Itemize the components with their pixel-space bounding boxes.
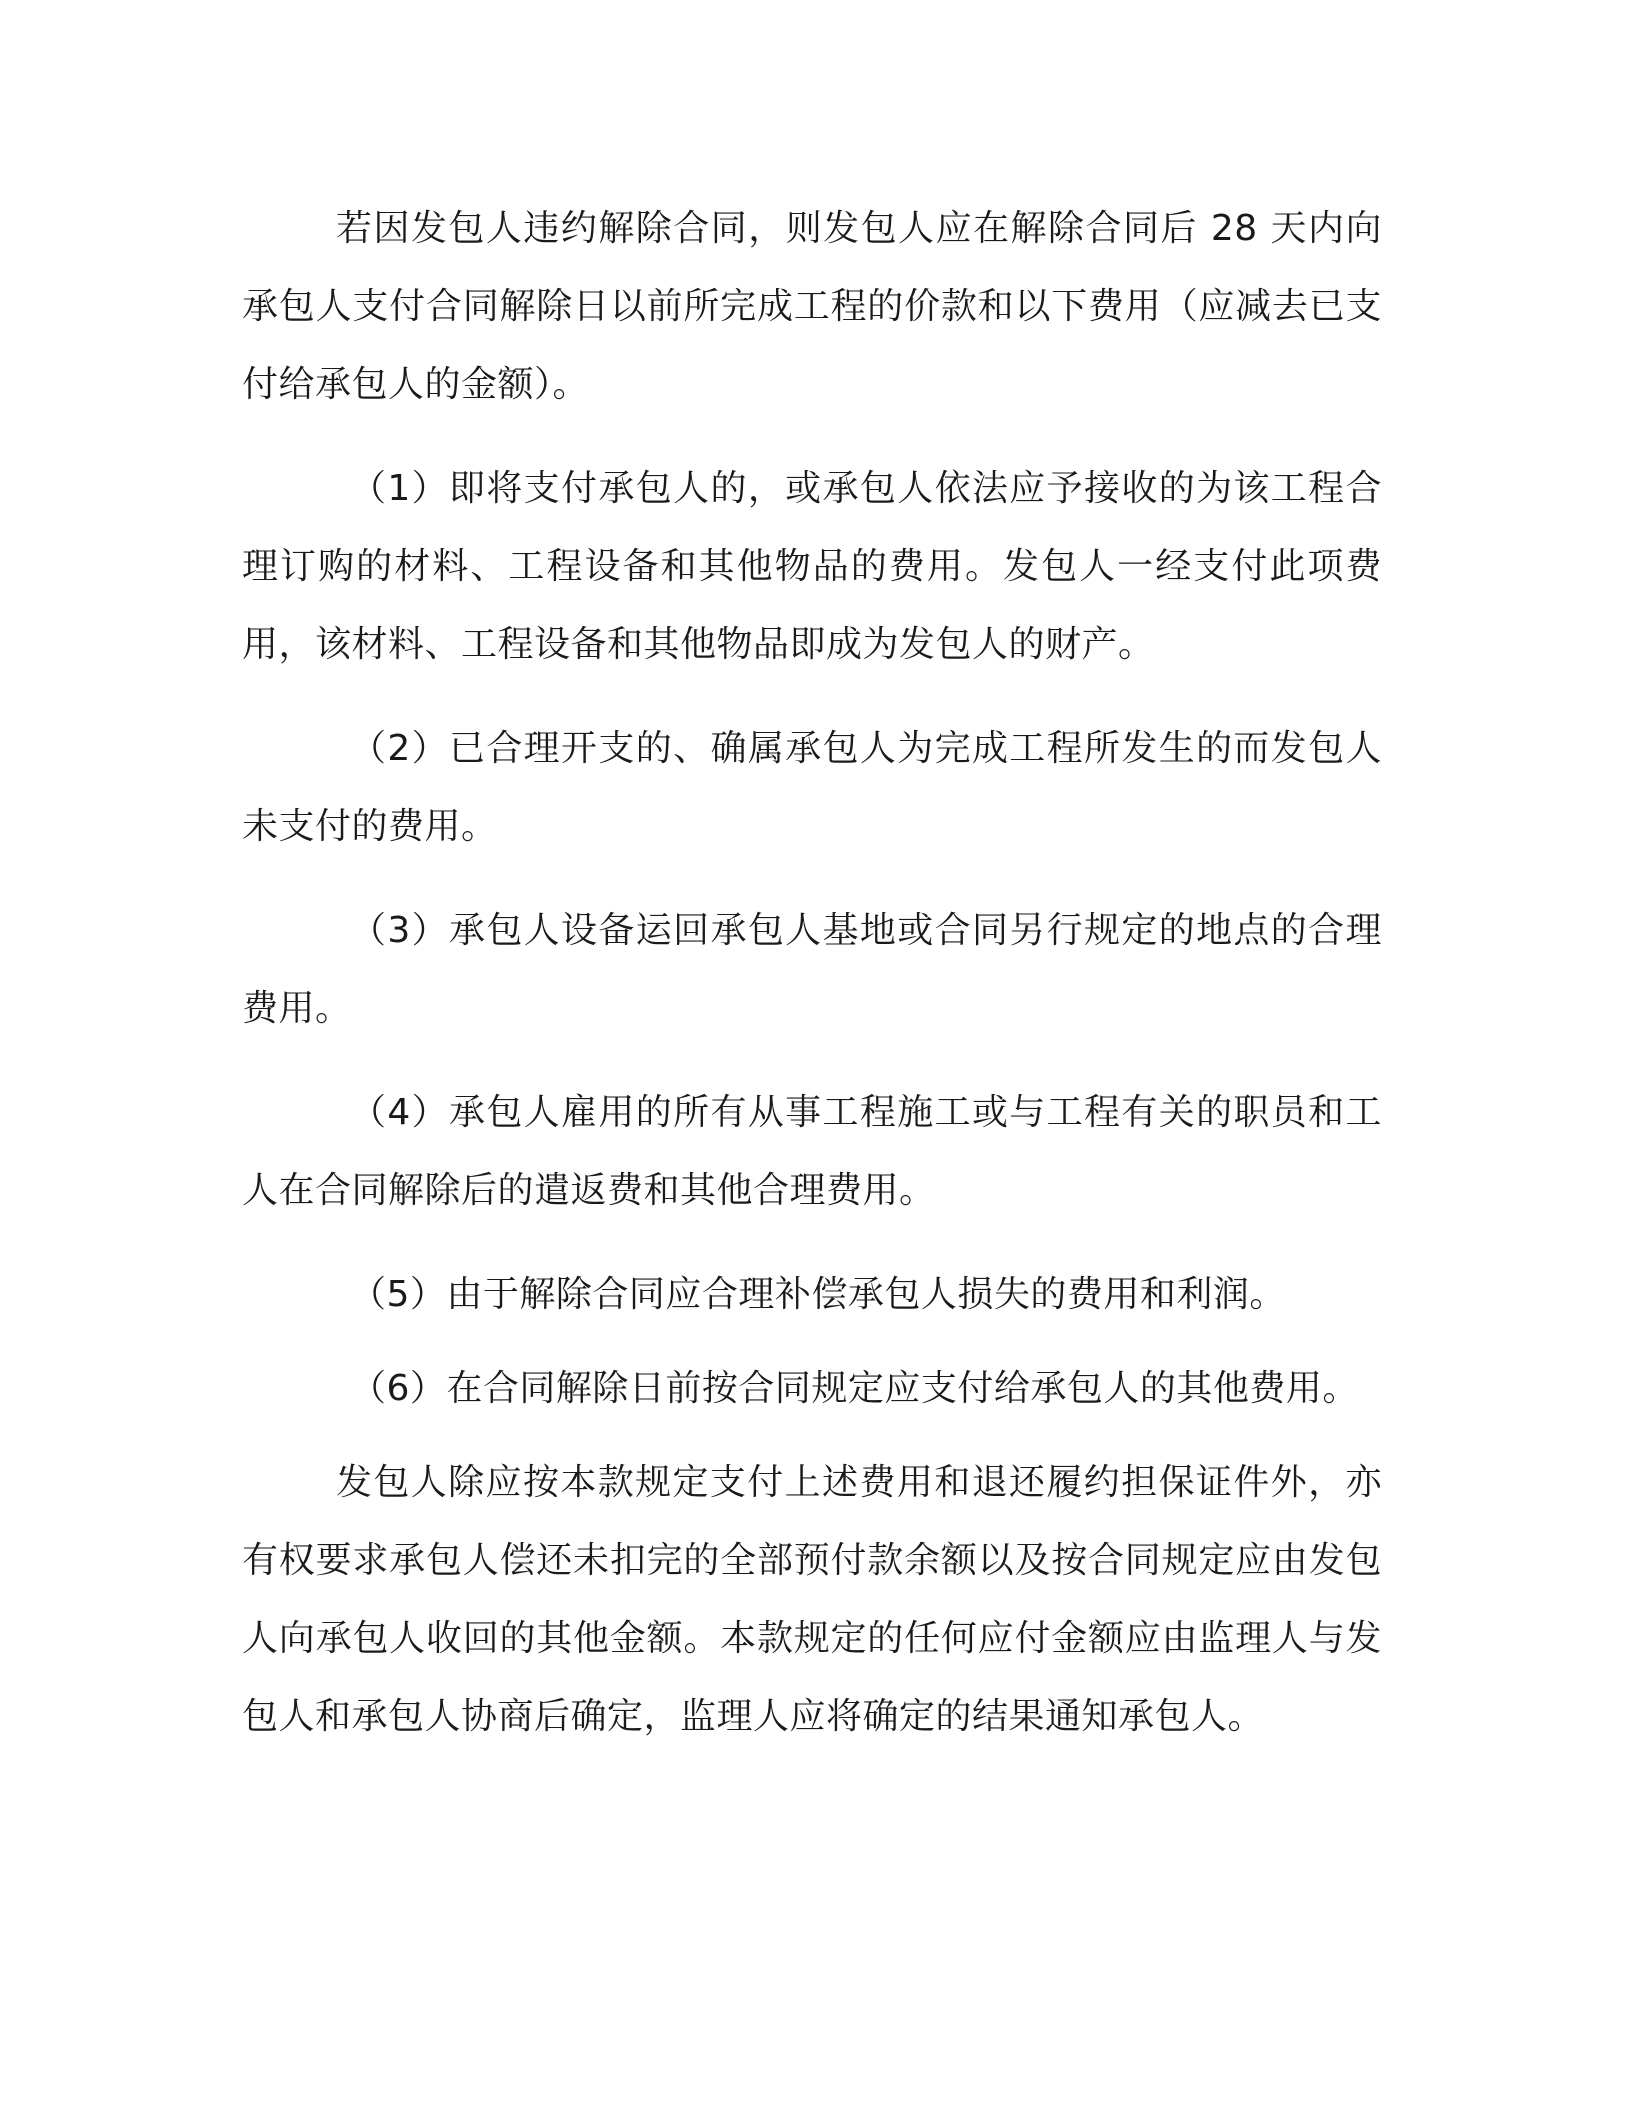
paragraph-item-6: （6）在合同解除日前按合同规定应支付给承包人的其他费用。 bbox=[350, 1368, 1359, 1409]
paragraph-item-5: （5）由于解除合同应合理补偿承包人损失的费用和利润。 bbox=[350, 1274, 1286, 1315]
paragraph-item-1: （1）即将支付承包人的，或承包人依法应予接收的为该工程合理订购的材料、工程设备和其他物品的费用。发包人一经支付此项费用，该材料、工程设备和其他物品即成为发包人的财产。 bbox=[242, 468, 1382, 665]
document-body bbox=[242, 190, 1382, 1782]
paragraph-termination-intro: 若因发包人违约解除合同，则发包人应在解除合同后 28 天内向承包人支付合同解除日以前所完成工程的价款和以下费用（应减去已支付给承包人的金额）。 bbox=[242, 208, 1382, 405]
paragraph-item-2: （2）已合理开支的、确属承包人为完成工程所发生的而发包人未支付的费用。 bbox=[242, 728, 1382, 847]
paragraph-item-3: （3）承包人设备运回承包人基地或合同另行规定的地点的合理费用。 bbox=[242, 910, 1382, 1029]
paragraph-item-4: （4）承包人雇用的所有从事工程施工或与工程有关的职员和工人在合同解除后的遣返费和其他合理费用。 bbox=[242, 1092, 1382, 1211]
paragraph-recovery-clause: 发包人除应按本款规定支付上述费用和退还履约担保证件外，亦有权要求承包人偿还未扣完的全部预付款余额以及按合同规定应由发包人向承包人收回的其他金额。本款规定的任何应付金额应由监理人与发包人和承包人协商后确定，监理人应将确定的结果通知承包人。 bbox=[242, 1462, 1382, 1737]
